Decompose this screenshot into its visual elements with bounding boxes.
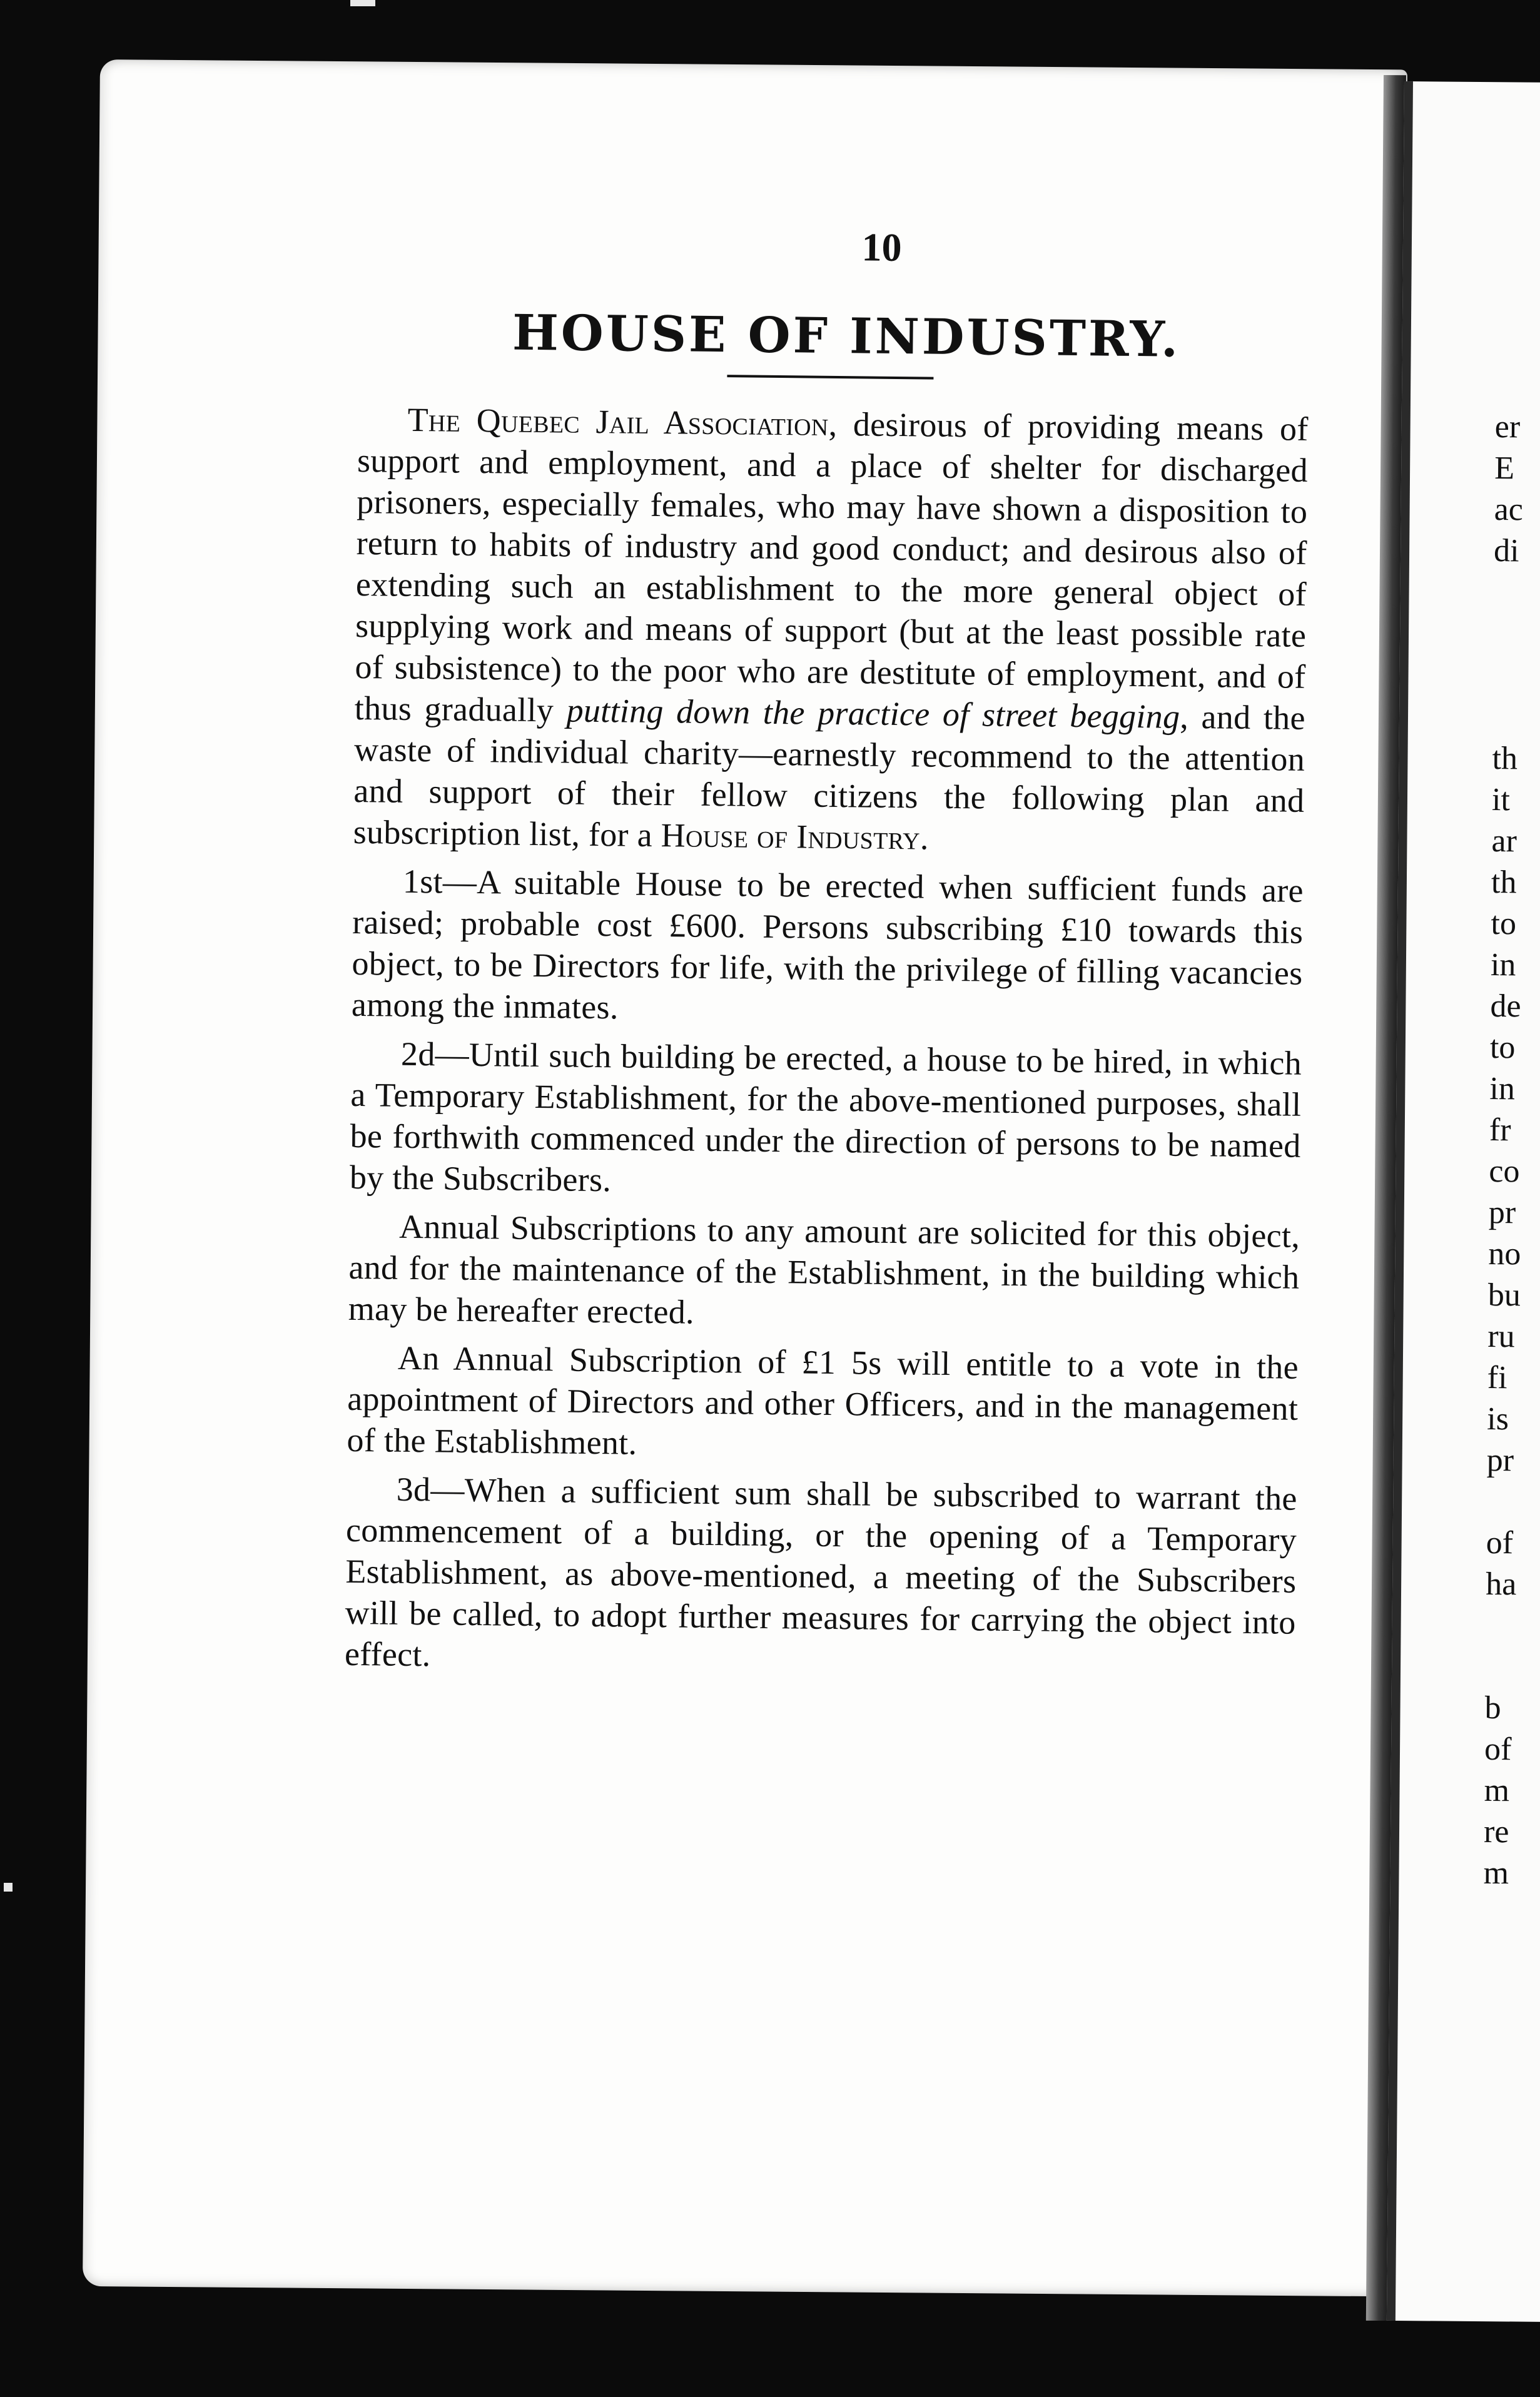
scan-speck: [350, 0, 375, 6]
fragment: ha: [1485, 1566, 1517, 1603]
paragraph-vote-entitlement: An Annual Subscription of £1 5s will entitle to a vote in the appointment of Directors and other Officers, and in the management of the Establishment.: [347, 1339, 1299, 1462]
fragment: in: [1490, 946, 1516, 983]
fragment: fr: [1489, 1112, 1511, 1148]
intro-text-2: , and the waste of individual charity—earnestly recommend to the attention and support of their fellow citizens the following plan and subscription list, for a: [353, 697, 1306, 854]
fragment: de: [1490, 988, 1521, 1025]
fragment: to: [1491, 905, 1517, 942]
fragment: er: [1494, 408, 1521, 445]
fragment: pr: [1488, 1194, 1516, 1231]
fragment: it: [1491, 781, 1511, 818]
heading-rule: [727, 375, 933, 379]
fragment: th: [1491, 864, 1517, 901]
paragraph-first-article: 1st—A suitable House to be erected when sufficient funds are raised; probable cost £600. Persons subscribing £10 towards this object, to be Directors for life, with the privilege of filling vacancies among the inmates.: [351, 862, 1304, 1026]
fragment: E: [1494, 450, 1515, 487]
page-heading: HOUSE OF INDUSTRY.: [512, 304, 1181, 368]
association-name: The Quebec Jail Association: [407, 400, 829, 443]
spacer: [1485, 1646, 1536, 1688]
spacer: [1492, 572, 1540, 739]
fragment: pr: [1486, 1442, 1514, 1479]
fragment: b: [1484, 1690, 1501, 1726]
paragraph-annual-subscriptions: Annual Subscriptions to any amount are solicited for this object, and for the maintenance of the Establishment, in the building which may be hereafter erected.: [348, 1207, 1300, 1331]
page-content: [345, 222, 1310, 1692]
fragment: ru: [1487, 1318, 1515, 1355]
fragment: of: [1484, 1731, 1512, 1768]
paragraph-third-article: 3d—When a sufficient sum shall be subscribed to warrant the commencement of a building, or the opening of a Temporary Establishment, as above-mentioned, a meeting of the Subscribers will be called, to adopt further measures for carrying the object into effect.: [344, 1470, 1298, 1674]
spacer: [1485, 1605, 1536, 1647]
fragment: ar: [1491, 823, 1517, 859]
fragment: fi: [1487, 1359, 1507, 1396]
fragment: in: [1489, 1070, 1516, 1107]
fragment: di: [1493, 532, 1519, 569]
fragment: bu: [1487, 1277, 1521, 1314]
fragment: re: [1483, 1813, 1509, 1850]
house-of-industry-name: House of Industry.: [661, 816, 930, 857]
spacer: [1486, 1481, 1537, 1523]
fragment: is: [1487, 1401, 1509, 1437]
page-number: 10: [861, 225, 902, 270]
intro-italic-text: putting down the practice of street begging: [566, 691, 1180, 736]
fragment: ac: [1494, 491, 1524, 528]
fragment: m: [1483, 1855, 1509, 1892]
fragment: no: [1488, 1235, 1521, 1272]
fragment: m: [1484, 1772, 1510, 1809]
fragment: th: [1492, 740, 1518, 777]
fragment: of: [1486, 1524, 1514, 1561]
paragraph-second-article: 2d—Until such building be erected, a house to be hired, in which a Temporary Establishment, for the above-mentioned purposes, shall be forthwith commenced under the direction of persons to be named by the Subscribers.: [349, 1035, 1302, 1199]
intro-paragraph: [353, 398, 1309, 863]
fragment: co: [1489, 1153, 1520, 1190]
intro-text-1: , desirous of providing means of support and employment, and a place of shelter for discharged prisoners, especially females, who may have shown a disposition to return to habits of industry and good conduct; and desirous also of extending such an establishment to the more general object of supplying work and means of support (but at the least possible rate of subsistence) to the poor who are destitute of employment, and of thus gradually: [354, 405, 1309, 729]
scan-speck: [4, 1883, 13, 1892]
fragment: to: [1489, 1029, 1516, 1066]
